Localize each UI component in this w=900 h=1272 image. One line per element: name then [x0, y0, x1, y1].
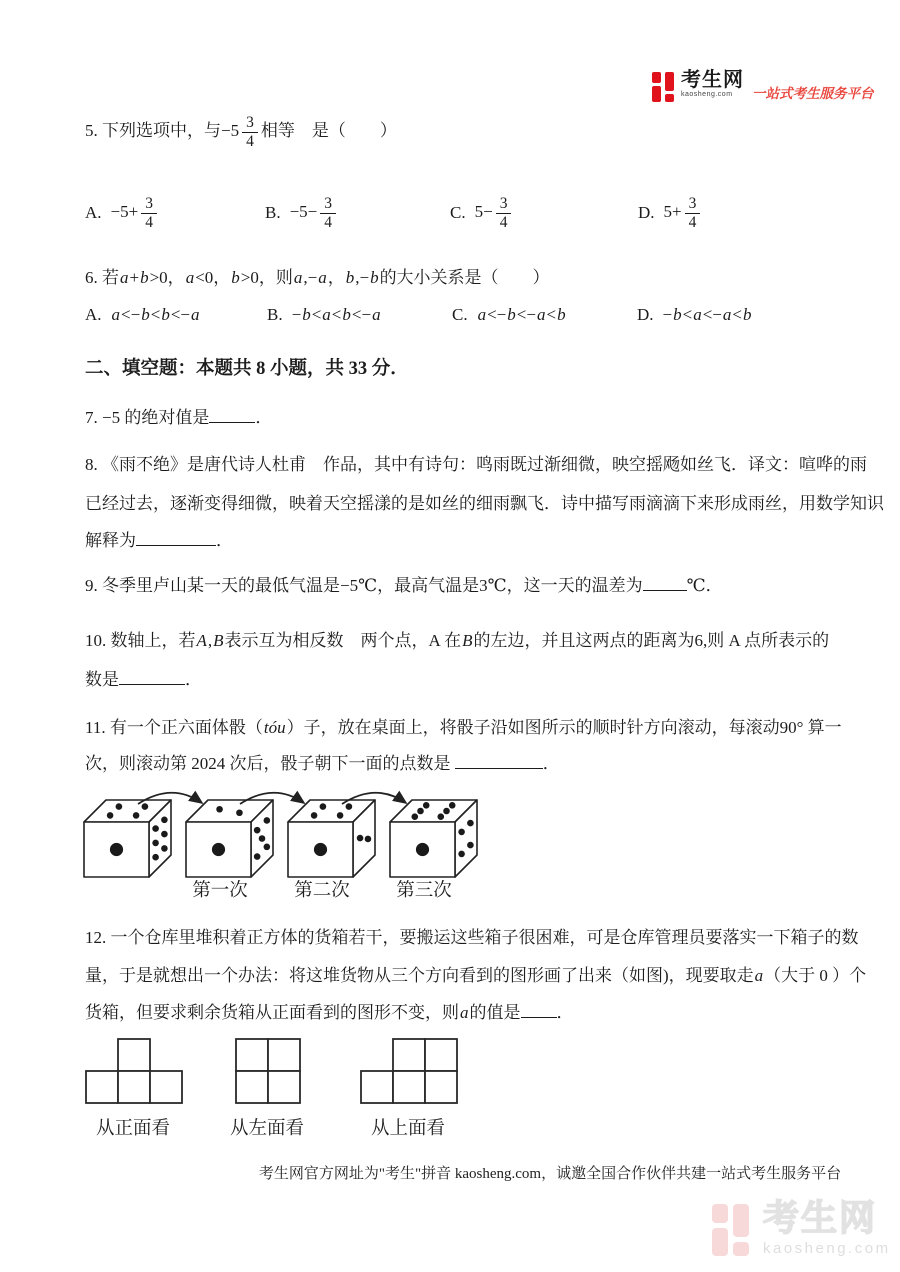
- option-label: C.: [450, 203, 466, 222]
- watermark-name: 考生网: [763, 1197, 878, 1238]
- dice-step-label: 第二次: [294, 881, 350, 901]
- logo-domain: kaosheng.com: [681, 91, 733, 98]
- three-views-figure: [85, 1038, 485, 1138]
- option-expression: 5+ $\frac{3}{4}$: [664, 195, 704, 232]
- question-12-line-2: 量，于是就想出一个办法：将这堆货物从三个方向看到的图形画了出来（如图)，现要取走a（大于 0 ）个: [85, 966, 867, 985]
- option-expression: a<−b<b<−a: [111, 305, 200, 324]
- option-label: B.: [267, 305, 283, 324]
- question-7: 7. −5 的绝对值是 ．: [85, 406, 272, 431]
- question-12-line-3: 货箱，但要求剩余货箱从正面看到的图形不变，则a的值是 ．: [85, 1001, 574, 1026]
- q5-option-b: [265, 190, 339, 236]
- option-label: C.: [452, 305, 468, 324]
- dice-svg: [82, 792, 492, 880]
- view-label: 从正面看: [95, 1119, 170, 1139]
- question-12-line-1: 12. 一个仓库里堆积着正方体的货箱若干，要搬运这些箱子很困难，可是仓库管理员要落实一下箱子的数: [85, 928, 859, 947]
- kaosheng-watermark-icon: [712, 1204, 752, 1256]
- option-expression: −5+ $\frac{3}{4}$: [111, 195, 160, 232]
- section-2-header: 二、填空题：本题共 8 小题，共 33 分．: [85, 359, 409, 379]
- question-11-line-1: 11. 有一个正六面体骰（tóu）子，放在桌面上，将骰子沿如图所示的顺时针方向滚动，每滚动90° 算一: [85, 718, 842, 737]
- question-8-line-1: 8. 《雨不绝》是唐代诗人杜甫 作品，其中有诗句：鸣雨既过渐细微，映空摇飏如丝飞．译文：喧哗的雨: [85, 455, 867, 474]
- question-10-line-2: 数是 ．: [85, 668, 202, 693]
- q5-option-c: [450, 190, 514, 236]
- option-expression: a<−b<−a<b: [477, 305, 566, 324]
- question-8-line-2: 已经过去，逐渐变得细微，映着天空摇漾的是如丝的细雨飘飞．诗中描写雨滴滴下来形成雨丝，用数学知识: [85, 494, 884, 513]
- q6-option-a: [85, 301, 201, 329]
- option-label: B.: [265, 203, 281, 222]
- watermark-domain: kaosheng.com: [763, 1239, 891, 1257]
- footer-text: 考生网官方网址为"考生"拼音 kaosheng.com，诚邀全国合作伙伴共建一站式考生服务平台: [258, 1166, 842, 1182]
- dice-step-label: 第一次: [192, 881, 248, 901]
- question-9: 9. 冬季里卢山某一天的最低气温是−5℃，最高气温是3℃，这一天的温差为 ℃．: [85, 574, 723, 599]
- kaosheng-watermark: [712, 1198, 891, 1257]
- option-label: A.: [85, 203, 102, 222]
- view-label: 从上面看: [370, 1119, 445, 1139]
- q6-option-d: [637, 301, 753, 329]
- question-6-stem: 6. 若a+b>0，a<0，b>0，则a,−a，b,−b的大小关系是（ ）: [85, 268, 550, 287]
- view-label: 从左面看: [229, 1119, 304, 1139]
- question-10-line-1: 10. 数轴上，若A,B表示互为相反数 两个点，A 在B的左边，并且这两点的距离为6,则 A 点所表示的: [85, 631, 830, 650]
- question-8-line-3: 解释为 ．: [85, 529, 233, 554]
- option-expression: −b<a<−a<b: [662, 305, 752, 324]
- option-label: D.: [638, 203, 655, 222]
- dice-step-label: 第三次: [396, 881, 452, 901]
- q6-option-c: [452, 301, 567, 329]
- question-11-line-2: 次，则滚动第 2024 次后，骰子朝下一面的点数是 ．: [85, 752, 560, 777]
- option-label: A.: [85, 305, 102, 324]
- option-expression: −5− $\frac{3}{4}$: [290, 195, 339, 232]
- q6-option-b: [267, 301, 382, 329]
- watermark-text: [763, 1198, 891, 1257]
- kaosheng-logo-text: [681, 70, 744, 98]
- q5-option-d: [638, 190, 703, 236]
- kaosheng-logo: [652, 70, 874, 102]
- question-5-stem: 5. 下列选项中，与−5 $\frac{3}{4}$ 相等 是（ ）: [85, 114, 397, 150]
- option-expression: 5− $\frac{3}{4}$: [475, 195, 515, 232]
- option-label: D.: [637, 305, 654, 324]
- views-svg: [85, 1038, 485, 1108]
- logo-tagline: 一站式考生服务平台: [752, 86, 874, 101]
- option-expression: −b<a<b<−a: [291, 305, 381, 324]
- logo-name: 考生网: [681, 69, 744, 91]
- dice-rolling-figure: [82, 792, 492, 902]
- q5-option-a: [85, 190, 160, 236]
- kaosheng-logo-icon: [652, 72, 676, 102]
